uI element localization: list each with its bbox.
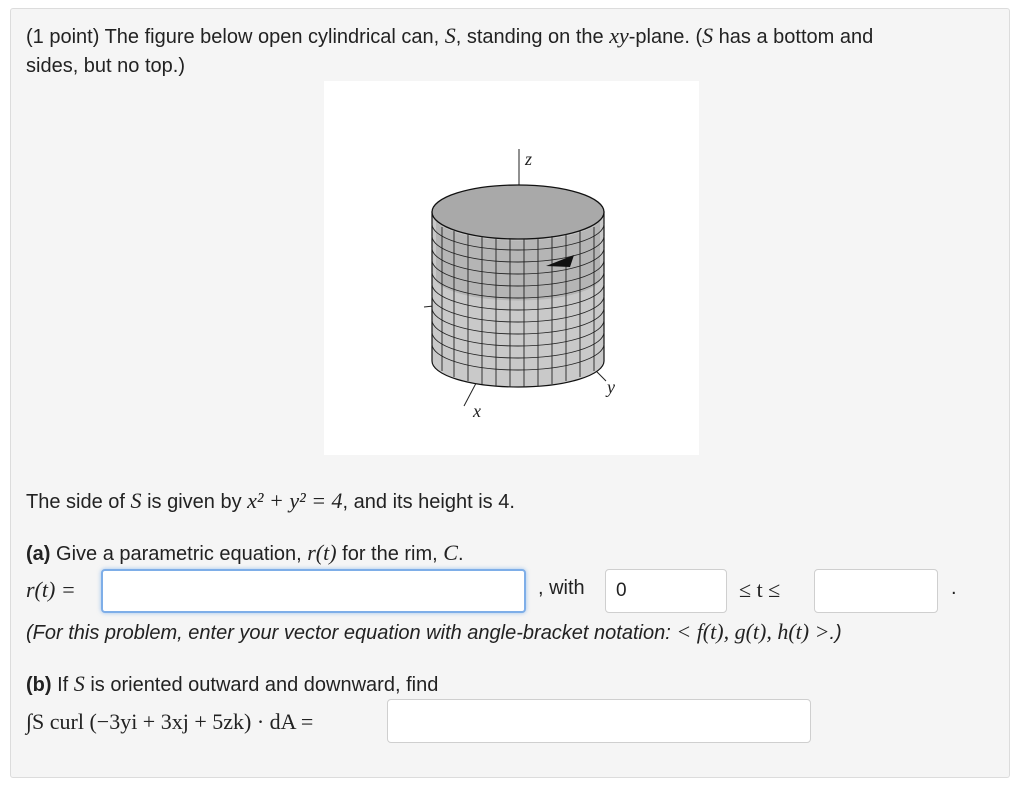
note-text: .) <box>829 622 842 644</box>
var-s: S <box>130 488 142 513</box>
trailing-period: . <box>951 577 957 599</box>
part-b-text: is oriented outward and downward, find <box>84 674 439 696</box>
var-s: S <box>73 671 85 696</box>
var-c: C <box>443 540 458 565</box>
flux-integral-expression: ∫S curl (−3yi + 3xj + 5zk) · dA = <box>26 709 314 734</box>
cylinder-figure <box>324 81 699 455</box>
t-upper-bound-input[interactable] <box>814 569 938 613</box>
angle-bracket-note <box>26 619 842 645</box>
var-s: S <box>702 23 714 48</box>
intro-text: , standing on the <box>455 26 610 48</box>
side-text: The side of <box>26 491 131 513</box>
z-axis-label: z <box>525 149 533 169</box>
intro-text: has a bottom and <box>713 26 874 48</box>
integral-answer-input[interactable] <box>387 699 811 743</box>
part-b-prompt <box>26 671 438 697</box>
with-label: , with <box>538 577 585 599</box>
side-description <box>26 488 515 514</box>
r-equals-label: r(t) = <box>26 577 76 602</box>
part-b-text: If <box>51 674 74 696</box>
part-a-text: for the rim, <box>336 543 444 565</box>
problem-card <box>10 8 1010 778</box>
part-b-label: (b) <box>26 674 52 696</box>
note-math: < f(t), g(t), h(t) > <box>676 619 830 644</box>
y-axis-label: y <box>607 377 615 397</box>
part-a-prompt <box>26 540 464 566</box>
intro-line-1 <box>26 23 873 49</box>
cylinder-rim <box>432 185 604 239</box>
note-text: (For this problem, enter your vector equation with angle-bracket notation: <box>26 622 677 644</box>
side-text: , and its height is 4. <box>342 491 515 513</box>
rt-vector-input[interactable] <box>101 569 526 613</box>
x-axis-label: x <box>473 401 481 421</box>
part-a-text: . <box>457 543 464 565</box>
part-a-text: Give a parametric equation, <box>50 543 308 565</box>
intro-text: -plane. ( <box>628 26 703 48</box>
part-a-label: (a) <box>26 543 51 565</box>
intro-line-2: sides, but no top.) <box>26 55 185 77</box>
side-text: is given by <box>141 491 248 513</box>
t-inequality: ≤ t ≤ <box>739 577 781 602</box>
circle-equation: x² + y² = 4 <box>247 488 343 513</box>
var-s: S <box>444 23 456 48</box>
cylinder-diagram <box>324 81 699 455</box>
r-of-t: r(t) <box>307 540 337 565</box>
intro-text: (1 point) The figure below open cylindrical can, <box>26 26 445 48</box>
var-xy: xy <box>609 23 629 48</box>
t-lower-bound-input[interactable] <box>605 569 727 613</box>
